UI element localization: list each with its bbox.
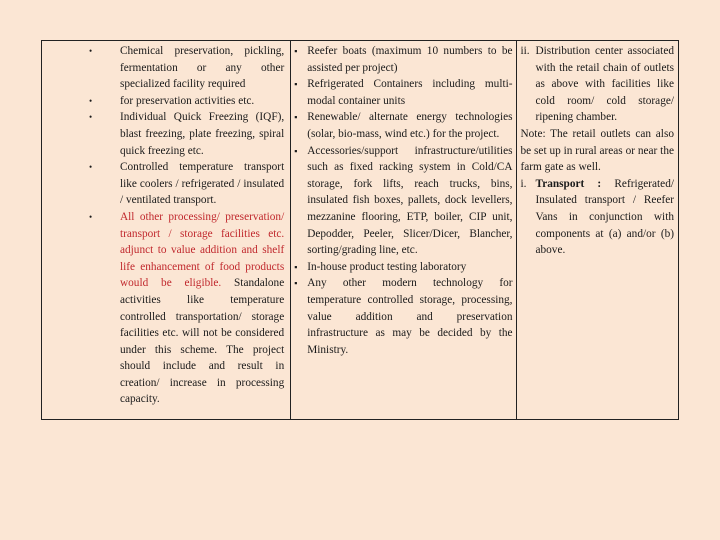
column-distribution [517,41,679,419]
note-text: Note: The retail outlets can also be set up in rural areas or near the farm gate as well. [520,127,674,174]
bullet-icon: • [89,162,93,173]
list-item: ▪ Accessories/support infrastructure/utilities such as fixed racking system in Cold/CA storage, fork lifts, reach trucks, bins, insulated fish boxes, pallets, dock levellers, mezzanine flooring, ETP, boiler, CIP unit, Depodder, Peeler, Slicer/Dicer, Blancher, sorting/grading line, etc. [294,144,513,257]
list-item: ▪ Refrigerated Containers including multi-modal container units [294,78,513,107]
item-number: i. [520,177,527,190]
item-number: ii. [520,45,530,57]
list-item: ▪ Any other modern technology for temperature controlled storage, processing, value addition and preservation infrastructure as may be decided by the Ministry. [294,277,513,356]
list-item: i. Transport : Refrigerated/ Insulated transport / Reefer Vans in conjunction with components at (a) and/or (b) above. [520,177,674,257]
square-bullet-icon: ▪ [294,79,298,90]
square-bullet-icon: ▪ [294,261,298,272]
list-item: ▪ In-house product testing laboratory [294,259,512,276]
list-item: ▪ Reefer boats (maximum 10 numbers to be assisted per project) [294,45,513,74]
item-heading: Transport : [535,177,602,190]
column-processing [42,41,291,419]
list-item: • Individual Quick Freezing (IQF), blast freezing, plate freezing, spiral quick freezing etc. [89,111,285,157]
bullet-icon: • [89,112,93,123]
bullet-icon: • [89,46,93,56]
square-bullet-icon: ▪ [294,46,298,56]
square-bullet-icon: ▪ [294,112,298,123]
bullet-icon: • [89,211,93,222]
list-item: • for preservation activities etc. [42,93,284,110]
processing-list [42,43,284,408]
highlighted-text: All other processing/ preservation/ transport / storage facilities etc. adjunct to value addition and shelf life enhancement of food products would be eligible. [120,210,285,290]
list-item: • Controlled temperature transport like coolers / refrigerated / insulated / ventilated transport. [89,161,285,207]
column-equipment [291,41,516,419]
list-item: ▪ Renewable/ alternate energy technologies (solar, bio-mass, wind etc.) for the project. [294,111,513,140]
square-bullet-icon: ▪ [294,145,298,156]
bullet-icon: • [89,95,93,106]
square-bullet-icon: ▪ [294,278,298,289]
list-item: ii. Distribution center associated with the retail chain of outlets as above with facilities like cold room/ cold storage/ ripening chamber. [520,45,674,124]
content-table [41,40,679,420]
list-item: • All other processing/ preservation/ transport / storage facilities etc. adjunct to value addition and shelf life enhancement of food products would be eligible. Standalone activities like temperature controlled transportation/ storage facilities etc. will not be considered under this scheme. The project should include and result in creation/ increase in processing capacity. [89,210,285,406]
list-item: • Chemical preservation, pickling, fermentation or any other specialized facility required [89,45,285,91]
equipment-list [294,43,512,358]
